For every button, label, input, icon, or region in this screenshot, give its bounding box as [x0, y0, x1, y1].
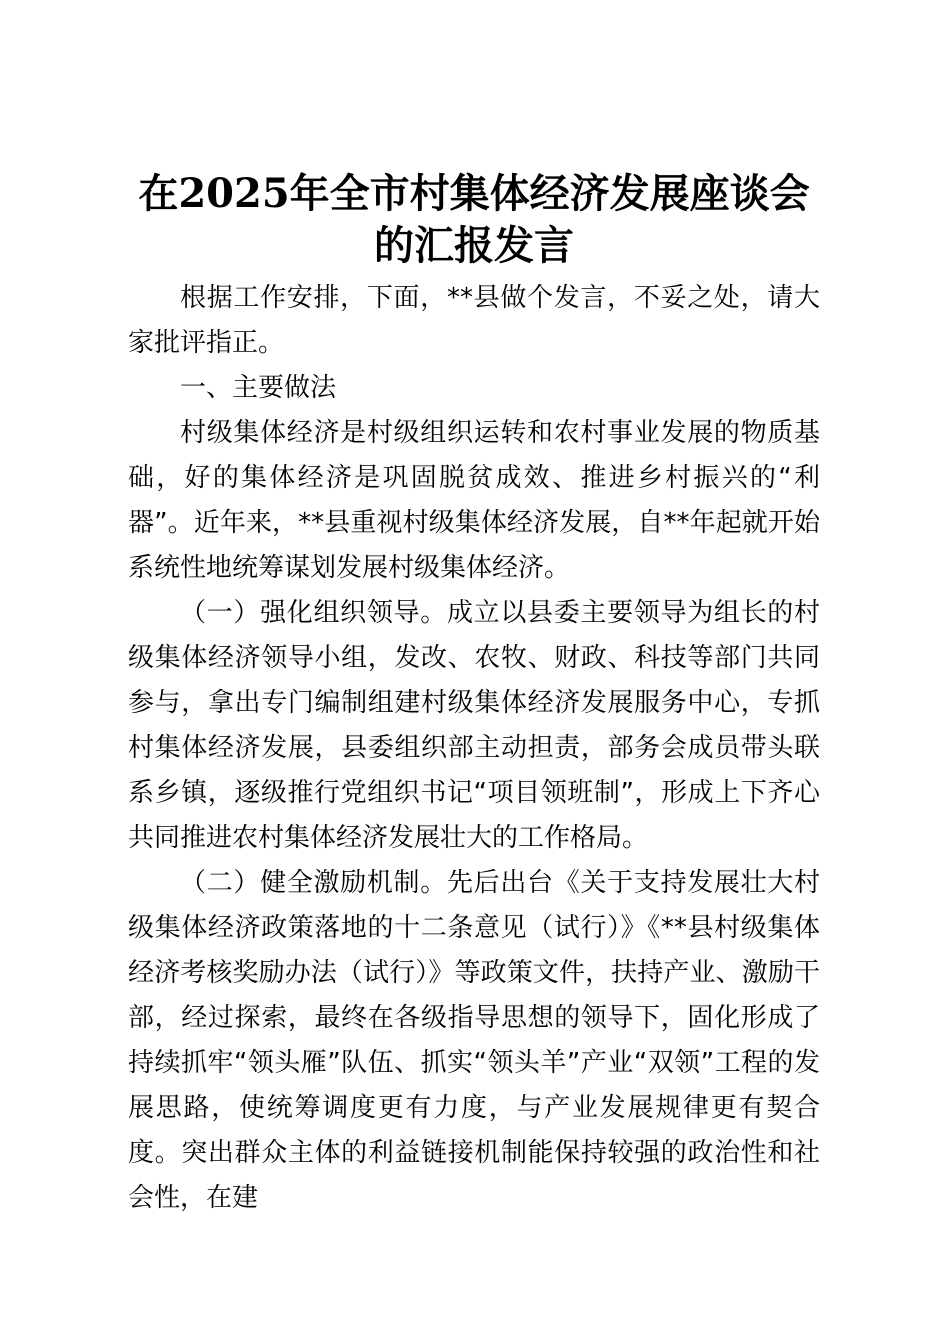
document-body [128, 168, 820, 1221]
paragraph-organization-leadership: （一）强化组织领导。成立以县委主要领导为组长的村级集体经济领导小组，发改、农牧、财政、科技等部门共同参与，拿出专门编制组建村级集体经济发展服务中心，专抓村集体经济发展，县委组织部主动担责，部务会成员带头联系乡镇，逐级推行党组织书记“项目领班制”，形成上下齐心共同推进农村集体经济发展壮大的工作格局。 [128, 598, 820, 853]
title-line-1: 在2025年全市村集体经济发展座谈会 [138, 170, 810, 217]
paragraph-overview: 村级集体经济是村级组织运转和农村事业发展的物质基础，好的集体经济是巩固脱贫成效、推进乡村振兴的“利器”。近年来，**县重视村级集体经济发展，自**年起就开始系统性地统筹谋划发展村级集体经济。 [128, 418, 820, 583]
paragraph-incentive-mechanism: （二）健全激励机制。先后出台《关于支持发展壮大村级集体经济政策落地的十二条意见（试行）》《**县村级集体经济考核奖励办法（试行）》等政策文件，扶持产业、激励干部，经过探索，最终在各级指导思想的领导下，固化形成了持续抓牢“领头雁”队伍、抓实“领头羊”产业“双领”工程的发展思路，使统筹调度更有力度，与产业发展规律更有契合度。突出群众主体的利益链接机制能保持较强的政治性和社会性，在建 [128, 868, 820, 1213]
document-title [128, 168, 820, 272]
section-heading-main-practices: 一、主要做法 [180, 373, 337, 403]
title-line-2: 的汇报发言 [374, 222, 574, 269]
paragraph-intro: 根据工作安排，下面，**县做个发言，不妥之处，请大家批评指正。 [128, 283, 820, 358]
